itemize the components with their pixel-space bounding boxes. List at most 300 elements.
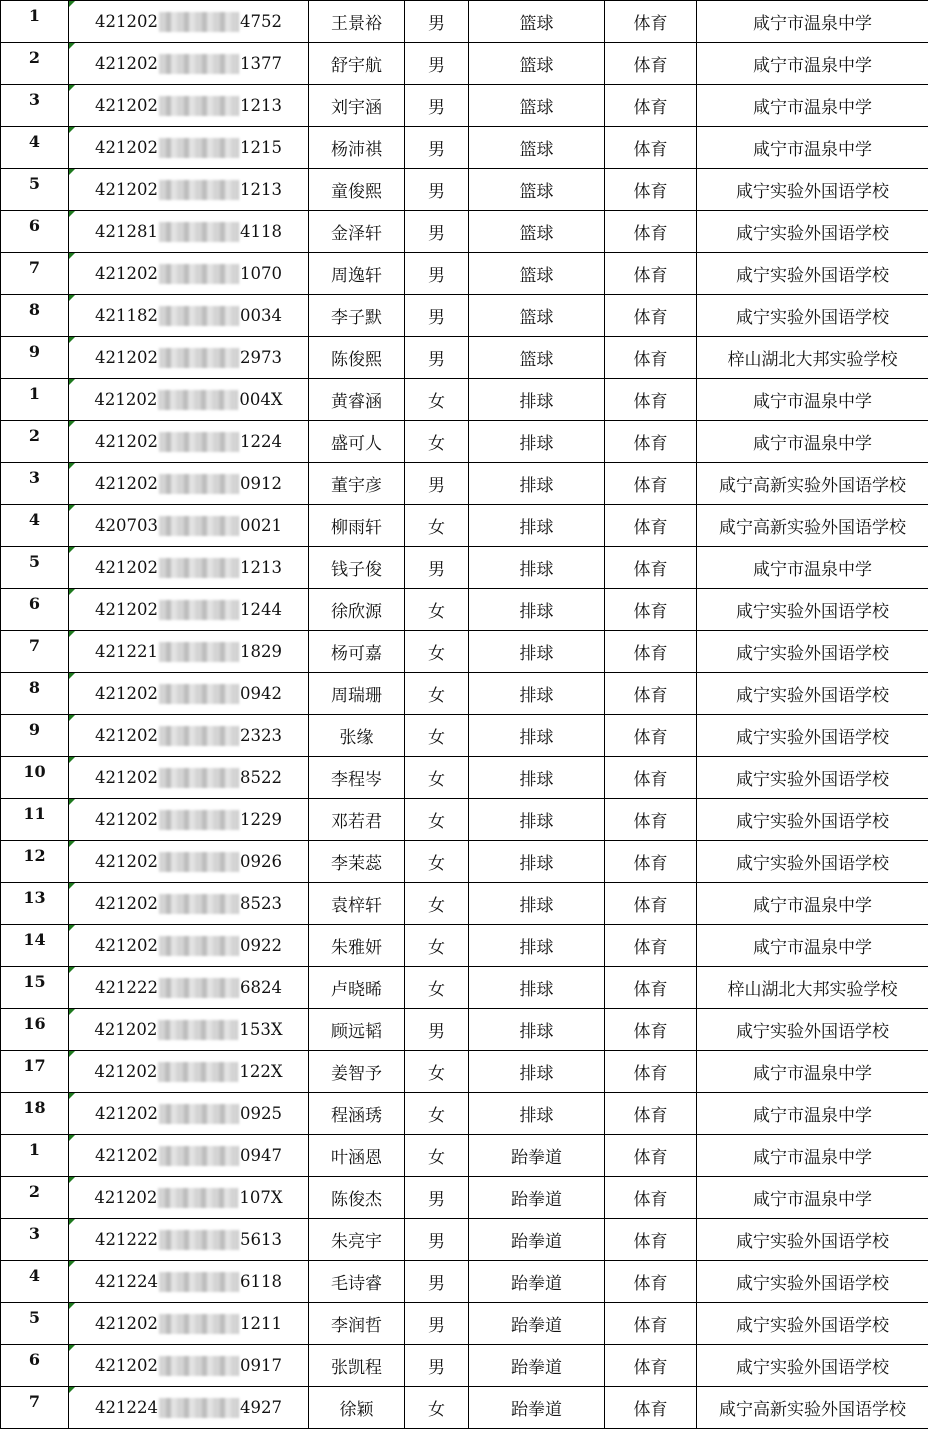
id-suffix: 1213 [240,180,282,199]
event-cell: 排球 [469,1009,605,1051]
school-cell: 咸宁实验外国语学校 [697,799,928,841]
category-cell: 体育 [605,1135,697,1177]
table-row [1,883,928,925]
event-cell: 跆拳道 [469,1345,605,1387]
school-cell: 咸宁市温泉中学 [697,1,928,43]
id-suffix: 1213 [240,558,282,577]
gender-cell: 女 [405,1093,469,1135]
category-cell: 体育 [605,211,697,253]
id-suffix: 1211 [240,1314,282,1333]
table-row [1,1135,928,1177]
school-cell: 咸宁实验外国语学校 [697,1303,928,1345]
id-suffix: 8522 [240,768,282,787]
table-row [1,1051,928,1093]
gender-cell: 男 [405,547,469,589]
name-cell: 李润哲 [309,1303,405,1345]
table-row [1,673,928,715]
category-cell: 体育 [605,631,697,673]
id-number-cell [69,1177,309,1219]
table-row [1,463,928,505]
id-number-cell [69,253,309,295]
event-cell: 篮球 [469,127,605,169]
name-cell: 朱雅妍 [309,925,405,967]
event-cell: 排球 [469,421,605,463]
id-suffix: 0926 [240,852,282,871]
table-row [1,631,928,673]
name-cell: 王景裕 [309,1,405,43]
category-cell: 体育 [605,1177,697,1219]
category-cell: 体育 [605,127,697,169]
gender-cell: 男 [405,295,469,337]
table-row [1,421,928,463]
event-cell: 跆拳道 [469,1303,605,1345]
redacted-mask [159,54,239,74]
school-cell: 咸宁市温泉中学 [697,883,928,925]
redacted-mask [158,390,238,410]
row-number-cell: 5 [1,547,69,589]
id-number-cell [69,547,309,589]
table-row [1,967,928,1009]
school-cell: 梓山湖北大邦实验学校 [697,967,928,1009]
id-prefix: 421202 [95,12,158,31]
id-prefix: 421202 [95,1356,158,1375]
row-number-cell: 3 [1,463,69,505]
redacted-mask [159,432,239,452]
row-number-cell: 7 [1,631,69,673]
category-cell: 体育 [605,589,697,631]
id-prefix: 421202 [95,264,158,283]
category-cell: 体育 [605,715,697,757]
name-cell: 卢晓晞 [309,967,405,1009]
event-cell: 排球 [469,547,605,589]
row-number-cell: 15 [1,967,69,1009]
category-cell: 体育 [605,1303,697,1345]
redacted-mask [159,684,239,704]
name-cell: 朱亮宇 [309,1219,405,1261]
event-cell: 排球 [469,463,605,505]
id-suffix: 1829 [240,642,282,661]
redacted-mask [159,1398,239,1418]
id-suffix: 5613 [240,1230,282,1249]
id-suffix: 1070 [240,264,282,283]
name-cell: 舒宇航 [309,43,405,85]
id-number-cell [69,631,309,673]
table-row [1,337,928,379]
id-prefix: 421202 [95,1104,158,1123]
id-prefix: 420703 [95,516,158,535]
category-cell: 体育 [605,925,697,967]
id-prefix: 421224 [95,1398,158,1417]
school-cell: 咸宁实验外国语学校 [697,841,928,883]
school-cell: 咸宁实验外国语学校 [697,1009,928,1051]
id-suffix: 6118 [240,1272,282,1291]
id-number-cell [69,1345,309,1387]
gender-cell: 男 [405,1177,469,1219]
row-number-cell: 4 [1,127,69,169]
redacted-mask [159,726,239,746]
id-prefix: 421202 [95,432,158,451]
id-suffix: 4752 [240,12,282,31]
name-cell: 毛诗睿 [309,1261,405,1303]
id-suffix: 1377 [240,54,282,73]
school-cell: 咸宁市温泉中学 [697,379,928,421]
row-number-cell: 8 [1,673,69,715]
id-number-cell [69,1387,309,1429]
redacted-mask [159,810,239,830]
category-cell: 体育 [605,1219,697,1261]
gender-cell: 男 [405,1261,469,1303]
redacted-mask [159,1314,239,1334]
redacted-mask [159,222,239,242]
redacted-mask [159,264,239,284]
row-number-cell: 14 [1,925,69,967]
id-number-cell [69,1135,309,1177]
id-prefix: 421202 [95,894,158,913]
row-number-cell: 1 [1,1,69,43]
school-cell: 咸宁实验外国语学校 [697,631,928,673]
row-number-cell: 9 [1,715,69,757]
id-suffix: 0917 [240,1356,282,1375]
name-cell: 顾远韬 [309,1009,405,1051]
gender-cell: 男 [405,1,469,43]
name-cell: 张凯程 [309,1345,405,1387]
name-cell: 钱子俊 [309,547,405,589]
row-number-cell: 12 [1,841,69,883]
table-row [1,1261,928,1303]
event-cell: 跆拳道 [469,1261,605,1303]
id-prefix: 421202 [94,390,157,409]
table-row [1,757,928,799]
school-cell: 咸宁实验外国语学校 [697,253,928,295]
category-cell: 体育 [605,799,697,841]
row-number-cell: 7 [1,1387,69,1429]
row-number-cell: 17 [1,1051,69,1093]
school-cell: 咸宁实验外国语学校 [697,1261,928,1303]
school-cell: 咸宁市温泉中学 [697,1093,928,1135]
event-cell: 篮球 [469,211,605,253]
redacted-mask [159,978,239,998]
school-cell: 咸宁市温泉中学 [697,85,928,127]
table-row [1,1,928,43]
id-number-cell [69,1009,309,1051]
event-cell: 篮球 [469,169,605,211]
id-prefix: 421202 [95,768,158,787]
gender-cell: 女 [405,715,469,757]
category-cell: 体育 [605,883,697,925]
category-cell: 体育 [605,841,697,883]
school-cell: 咸宁实验外国语学校 [697,169,928,211]
table-row [1,253,928,295]
gender-cell: 男 [405,463,469,505]
id-prefix: 421202 [94,1188,157,1207]
id-number-cell [69,505,309,547]
name-cell: 叶涵恩 [309,1135,405,1177]
event-cell: 排球 [469,967,605,1009]
id-number-cell [69,1261,309,1303]
redacted-mask [159,1104,239,1124]
name-cell: 徐颖 [309,1387,405,1429]
school-cell: 咸宁高新实验外国语学校 [697,505,928,547]
gender-cell: 男 [405,337,469,379]
gender-cell: 男 [405,1303,469,1345]
table-row [1,925,928,967]
row-number-cell: 11 [1,799,69,841]
id-suffix: 0947 [240,1146,282,1165]
id-prefix: 421202 [95,810,158,829]
id-prefix: 421202 [95,600,158,619]
table-row [1,841,928,883]
name-cell: 杨可嘉 [309,631,405,673]
id-prefix: 421202 [95,1314,158,1333]
gender-cell: 女 [405,379,469,421]
school-cell: 咸宁高新实验外国语学校 [697,1387,928,1429]
gender-cell: 男 [405,127,469,169]
row-number-cell: 8 [1,295,69,337]
row-number-cell: 16 [1,1009,69,1051]
school-cell: 咸宁实验外国语学校 [697,1345,928,1387]
redacted-mask [159,348,239,368]
row-number-cell: 10 [1,757,69,799]
redacted-mask [159,1146,239,1166]
id-suffix: 4118 [240,222,282,241]
id-prefix: 421202 [95,54,158,73]
id-prefix: 421202 [95,558,158,577]
id-prefix: 421202 [95,138,158,157]
category-cell: 体育 [605,85,697,127]
redacted-mask [159,1272,239,1292]
category-cell: 体育 [605,1051,697,1093]
gender-cell: 男 [405,1345,469,1387]
id-number-cell [69,211,309,253]
table-row [1,211,928,253]
id-suffix: 1215 [240,138,282,157]
redacted-mask [159,600,239,620]
gender-cell: 男 [405,1219,469,1261]
id-prefix: 421182 [95,306,158,325]
id-prefix: 421224 [95,1272,158,1291]
id-suffix: 0034 [240,306,282,325]
redacted-mask [159,1356,239,1376]
gender-cell: 女 [405,631,469,673]
event-cell: 跆拳道 [469,1387,605,1429]
id-suffix: 8523 [240,894,282,913]
gender-cell: 女 [405,421,469,463]
id-suffix: 1244 [240,600,282,619]
table-row [1,127,928,169]
id-number-cell [69,127,309,169]
name-cell: 周逸轩 [309,253,405,295]
roster-body [1,1,928,1429]
id-suffix: 0922 [240,936,282,955]
category-cell: 体育 [605,295,697,337]
gender-cell: 男 [405,169,469,211]
id-number-cell [69,1303,309,1345]
category-cell: 体育 [605,1387,697,1429]
category-cell: 体育 [605,421,697,463]
row-number-cell: 4 [1,505,69,547]
id-prefix: 421202 [95,852,158,871]
redacted-mask [159,138,239,158]
category-cell: 体育 [605,43,697,85]
event-cell: 篮球 [469,253,605,295]
event-cell: 跆拳道 [469,1219,605,1261]
id-suffix: 0021 [240,516,282,535]
event-cell: 排球 [469,925,605,967]
gender-cell: 女 [405,841,469,883]
category-cell: 体育 [605,337,697,379]
event-cell: 排球 [469,505,605,547]
name-cell: 姜智予 [309,1051,405,1093]
row-number-cell: 6 [1,1345,69,1387]
school-cell: 咸宁市温泉中学 [697,1135,928,1177]
name-cell: 袁梓轩 [309,883,405,925]
id-number-cell [69,379,309,421]
category-cell: 体育 [605,1,697,43]
id-prefix: 421222 [95,978,158,997]
row-number-cell: 5 [1,169,69,211]
redacted-mask [159,768,239,788]
school-cell: 咸宁市温泉中学 [697,547,928,589]
row-number-cell: 6 [1,589,69,631]
id-suffix: 2973 [240,348,282,367]
school-cell: 咸宁实验外国语学校 [697,295,928,337]
event-cell: 排球 [469,631,605,673]
row-number-cell: 6 [1,211,69,253]
school-cell: 梓山湖北大邦实验学校 [697,337,928,379]
gender-cell: 女 [405,1387,469,1429]
school-cell: 咸宁高新实验外国语学校 [697,463,928,505]
name-cell: 邓若君 [309,799,405,841]
gender-cell: 女 [405,673,469,715]
name-cell: 陈俊杰 [309,1177,405,1219]
school-cell: 咸宁实验外国语学校 [697,673,928,715]
id-number-cell [69,967,309,1009]
event-cell: 排球 [469,673,605,715]
category-cell: 体育 [605,1345,697,1387]
category-cell: 体育 [605,1009,697,1051]
id-suffix: 0912 [240,474,282,493]
category-cell: 体育 [605,169,697,211]
school-cell: 咸宁实验外国语学校 [697,715,928,757]
id-suffix: 1224 [240,432,282,451]
name-cell: 杨沛祺 [309,127,405,169]
redacted-mask [159,558,239,578]
name-cell: 李子默 [309,295,405,337]
category-cell: 体育 [605,379,697,421]
gender-cell: 男 [405,253,469,295]
id-number-cell [69,1,309,43]
table-row [1,1009,928,1051]
id-prefix: 421202 [94,1020,157,1039]
gender-cell: 女 [405,1051,469,1093]
row-number-cell: 13 [1,883,69,925]
table-row [1,379,928,421]
id-prefix: 421202 [95,936,158,955]
category-cell: 体育 [605,547,697,589]
id-number-cell [69,43,309,85]
id-number-cell [69,673,309,715]
redacted-mask [159,1230,239,1250]
id-prefix: 421202 [95,180,158,199]
gender-cell: 女 [405,505,469,547]
event-cell: 篮球 [469,1,605,43]
redacted-mask [158,1062,238,1082]
id-number-cell [69,421,309,463]
event-cell: 跆拳道 [469,1177,605,1219]
redacted-mask [159,474,239,494]
row-number-cell: 1 [1,1135,69,1177]
id-prefix: 421202 [95,348,158,367]
id-number-cell [69,841,309,883]
redacted-mask [158,1020,238,1040]
event-cell: 排球 [469,841,605,883]
category-cell: 体育 [605,967,697,1009]
id-suffix: 1213 [240,96,282,115]
id-suffix: 122X [239,1062,282,1081]
id-prefix: 421202 [95,1146,158,1165]
id-number-cell [69,1219,309,1261]
redacted-mask [159,642,239,662]
table-row [1,1219,928,1261]
event-cell: 排球 [469,1093,605,1135]
event-cell: 排球 [469,715,605,757]
category-cell: 体育 [605,757,697,799]
id-number-cell [69,295,309,337]
id-number-cell [69,85,309,127]
id-prefix: 421202 [95,96,158,115]
id-prefix: 421222 [95,1230,158,1249]
school-cell: 咸宁市温泉中学 [697,421,928,463]
event-cell: 排球 [469,757,605,799]
event-cell: 篮球 [469,337,605,379]
id-suffix: 004X [239,390,282,409]
school-cell: 咸宁实验外国语学校 [697,589,928,631]
gender-cell: 女 [405,967,469,1009]
category-cell: 体育 [605,1261,697,1303]
redacted-mask [159,12,239,32]
row-number-cell: 2 [1,43,69,85]
gender-cell: 女 [405,925,469,967]
name-cell: 柳雨轩 [309,505,405,547]
redacted-mask [158,1188,238,1208]
id-number-cell [69,799,309,841]
table-row [1,1345,928,1387]
name-cell: 程涵琇 [309,1093,405,1135]
table-row [1,85,928,127]
table-row [1,295,928,337]
row-number-cell: 9 [1,337,69,379]
name-cell: 张缘 [309,715,405,757]
name-cell: 黄睿涵 [309,379,405,421]
id-number-cell [69,925,309,967]
table-row [1,1387,928,1429]
id-number-cell [69,883,309,925]
table-row [1,1177,928,1219]
school-cell: 咸宁实验外国语学校 [697,757,928,799]
category-cell: 体育 [605,253,697,295]
school-cell: 咸宁实验外国语学校 [697,211,928,253]
id-prefix: 421221 [95,642,158,661]
id-number-cell [69,463,309,505]
name-cell: 徐欣源 [309,589,405,631]
name-cell: 童俊熙 [309,169,405,211]
table-row [1,1093,928,1135]
gender-cell: 男 [405,211,469,253]
gender-cell: 男 [405,85,469,127]
id-suffix: 6824 [240,978,282,997]
id-suffix: 1229 [240,810,282,829]
event-cell: 排球 [469,589,605,631]
